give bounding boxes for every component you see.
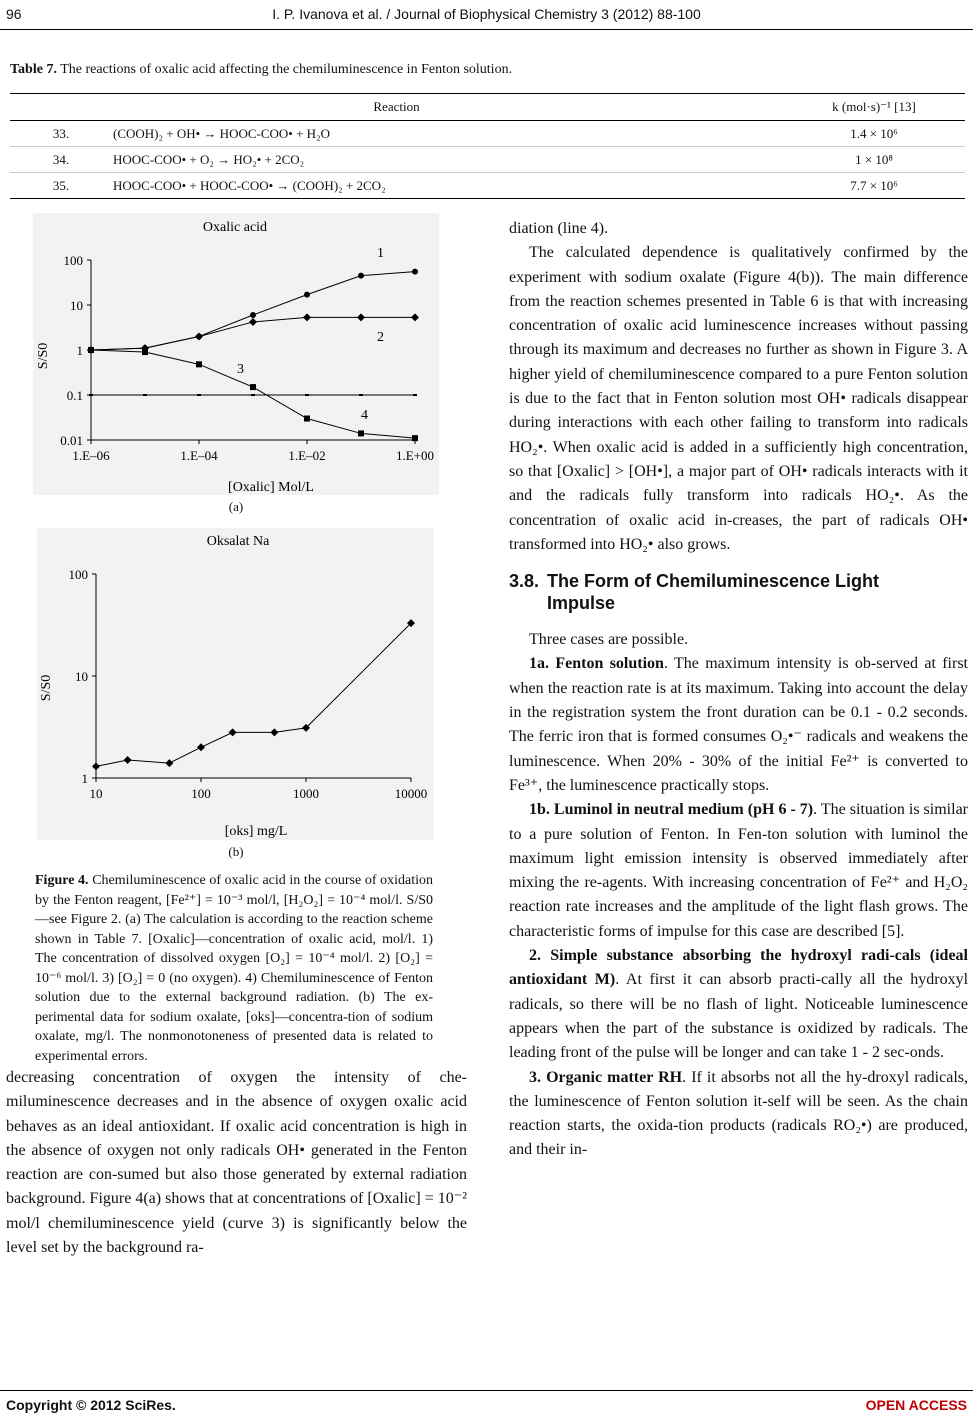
data-point <box>412 435 418 441</box>
data-point <box>249 318 257 326</box>
series-line <box>96 623 411 766</box>
x-tick-label: 1000 <box>293 786 319 801</box>
x-tick-label: 10000 <box>394 786 428 801</box>
reactions-table <box>10 93 965 199</box>
data-point <box>165 759 173 767</box>
body-paragraph <box>509 1066 968 1163</box>
body-paragraph: diation (line 4). <box>509 220 609 237</box>
data-point <box>251 394 255 396</box>
section-number: 3.8. <box>509 571 540 592</box>
y-tick-label: 1 <box>81 771 88 786</box>
copyright-notice: Copyright © 2012 SciRes. <box>6 1397 176 1413</box>
rate-constant: 1.4 × 10⁶ <box>783 121 965 147</box>
data-point <box>305 394 309 396</box>
data-point <box>88 347 94 353</box>
open-access-label: OPEN ACCESS <box>865 1397 967 1413</box>
table-caption-text: The reactions of oxalic acid affecting the chemiluminescence in Fenton solution. <box>60 62 513 77</box>
y-tick-label: 100 <box>68 567 88 582</box>
series-label: 1 <box>377 246 384 261</box>
page-number: 96 <box>6 6 22 22</box>
case-heading: 3. Organic matter RH <box>529 1068 683 1086</box>
body-paragraph <box>509 944 968 1065</box>
x-tick-label: 1.E–06 <box>72 448 110 463</box>
x-tick-label: 1.E+00 <box>395 448 435 463</box>
chart-title: Oksalat Na <box>206 534 270 549</box>
y-tick-label: 10 <box>75 669 88 684</box>
data-point <box>270 728 278 736</box>
section-title-line-1: The Form of Chemiluminescence Light <box>547 571 880 592</box>
data-point <box>229 728 237 736</box>
y-tick-label: 0.01 <box>60 433 83 448</box>
running-title: I. P. Ivanova et al. / Journal of Biophysical Chemistry 3 (2012) 88-100 <box>272 6 701 22</box>
data-point <box>411 313 419 321</box>
x-tick-label: 1.E–02 <box>288 448 326 463</box>
table-caption <box>10 62 512 78</box>
column-header-reaction: Reaction <box>10 94 783 121</box>
series-label: 3 <box>237 362 244 377</box>
figure-label-a: (a) <box>228 499 244 514</box>
data-point <box>358 430 364 436</box>
case-text: . If it absorbs not all the hy-droxyl radicals, the luminescence of Fenton solution it-self will be seen. As the chain reaction starts, the oxida-tion products (radicals RO₂•) are produced, and their in- <box>509 1068 969 1159</box>
case-text: . The situation is similar to a pure solution of Fenton. In Fen-ton solution with luminol the maximum light emission intensity is observed immediately after mixing the re-agents. With increasing concentration of Fe²⁺ and H₂O₂ reaction rate increases and the amplitude of the light flash grows. The characteristic forms of impulse for this case are described [5]. <box>509 801 968 940</box>
reaction-equation: HOOC-COO• + O₂ → HO₂• + 2CO₂ <box>112 147 783 173</box>
rate-constant: 1 × 10⁸ <box>783 147 965 173</box>
data-point <box>250 384 256 390</box>
data-point <box>250 312 256 318</box>
data-point <box>359 394 363 396</box>
figure-caption-label: Figure 4. <box>35 873 89 888</box>
data-point <box>124 756 132 764</box>
chart-oxalic-acid <box>33 213 439 495</box>
y-tick-label: 0.1 <box>66 388 83 403</box>
case-heading: 2. Simple substance absorbing the hydroxyl radi-cals (ideal antioxidant M) <box>509 947 968 989</box>
figure-caption-text: Chemiluminescence of oxalic acid in the course of oxidation by the Fenton reagent, [Fe²⁺] = 10⁻³ mol/l, [H₂O₂] = 10⁻⁴ mol/l. S/S0—see Figure 2. (a) The calculation is according to the reaction scheme shown in Table 7. [Oxalic]—concentration of oxalic acid, mol/l. 1) The concentration of dissolved oxygen [O₂] = 10⁻⁴ mol/l. 2) [O₂] = 10⁻⁶ mol/l. 3) [O₂] = 0 (no oxygen). 4) Chemiluminescence of Fenton solution due to the external background radiation. (b) The ex-perimental data for sodium oxalate, [oks]—concentra-tion of sodium oxalate, mg/l. The nonmonotoneness of presented data is related to experimental errors. <box>35 873 434 1064</box>
y-axis-label: S/S0 <box>36 342 51 370</box>
body-paragraph: Three cases are possible. <box>529 631 689 649</box>
reaction-number: 34. <box>10 147 112 173</box>
x-axis-label: [oks] mg/L <box>224 824 288 839</box>
table-row <box>10 173 965 199</box>
section-heading <box>509 570 968 614</box>
series-label: 2 <box>377 330 384 345</box>
case-heading: 1a. Fenton solution <box>529 655 664 673</box>
header-rule <box>0 29 973 30</box>
figure-label-b: (b) <box>228 844 244 859</box>
x-tick-label: 10 <box>89 786 103 801</box>
data-point <box>197 743 205 751</box>
data-point <box>142 349 148 355</box>
y-tick-label: 1 <box>76 343 83 358</box>
reaction-equation: (COOH)₂ + OH• → HOOC-COO• + H₂O <box>112 121 783 147</box>
data-point <box>196 361 202 367</box>
chart-oksalat-na <box>37 528 434 840</box>
data-point <box>89 394 93 396</box>
case-text: . The maximum intensity is ob-served at first when the reaction rate is at its maximum. Taking into account the delay in the registration system the front duration can be 0.1 - 0.2 seconds. The ferric iron that is formed consumes O₂•⁻ radicals and weakens the luminescence. When 20% - 30% of the initial Fe²⁺ is converted to Fe³⁺, the luminescence practically stops. <box>509 655 968 794</box>
body-paragraph <box>509 652 968 798</box>
y-tick-label: 100 <box>63 253 83 268</box>
y-axis-label: S/S0 <box>39 674 54 702</box>
figure-4b-panel <box>37 528 434 840</box>
x-tick-label: 100 <box>191 786 211 801</box>
data-point <box>304 292 310 298</box>
data-point <box>357 313 365 321</box>
rate-constant: 7.7 × 10⁶ <box>783 173 965 199</box>
reaction-number: 33. <box>10 121 112 147</box>
series-label: 4 <box>361 408 368 423</box>
chart-title: Oxalic acid <box>202 220 268 235</box>
case-heading: 1b. Luminol in neutral medium (pH 6 - 7) <box>529 801 814 819</box>
data-point <box>358 273 364 279</box>
data-point <box>412 269 418 275</box>
data-point <box>303 313 311 321</box>
data-point <box>143 394 147 396</box>
y-tick-label: 10 <box>70 298 83 313</box>
reaction-equation: HOOC-COO• + HOOC-COO• → (COOH)₂ + 2CO₂ <box>112 173 783 199</box>
table-header-row <box>10 94 965 121</box>
footer-rule <box>0 1390 973 1391</box>
table-caption-label: Table 7. <box>10 62 57 77</box>
case-text: . At first it can absorb practi-cally all the hydroxyl radicals, so there will be no flash of light. Noticeable luminescence appears when the part of the substance is oxidized by radicals. The leading front of the pulse will be longer and can take 1 - 2 sec-onds. <box>509 971 969 1062</box>
data-point <box>304 416 310 422</box>
right-column <box>509 217 968 1163</box>
reaction-number: 35. <box>10 173 112 199</box>
figure-4a-panel <box>33 213 439 495</box>
section-title-line-2: Impulse <box>547 593 616 614</box>
data-point <box>195 332 203 340</box>
series-line <box>91 272 415 350</box>
table-row <box>10 147 965 173</box>
table-row <box>10 121 965 147</box>
column-header-k: k (mol·s)⁻¹ [13] <box>783 94 965 121</box>
data-point <box>197 394 201 396</box>
body-paragraph: decreasing concentration of oxygen the intensity of che-miluminescence decreases and in the absence of oxygen oxalic acid behaves as an ideal antioxidant. If oxalic acid concentration is high in the absence of oxygen not only radicals OH• generated in the Fenton reaction are con-sumed but also those generated by external radiation background. Figure 4(a) shows that at concentrations of [Oxalic] = 10⁻² mol/l chemiluminescence yield (curve 3) is significantly below the level set by the background ra- <box>6 1069 467 1257</box>
left-column <box>6 1066 467 1260</box>
figure-4-caption <box>35 871 433 1066</box>
body-paragraph: The calculated dependence is qualitatively confirmed by the experiment with sodium oxalate (Figure 4(b)). The main difference from the reaction schemes presented in Table 6 is that with increasing concentration of oxalic acid luminescence increases without passing through its maximum and decreases no further as shown in Figure 3. A higher yield of chemiluminescence compared to a pure Fenton solution is due to the fact that in Fenton solution most OH• radicals disappear during interactions with each other failing to transform into radicals HO₂•. When oxalic acid is added in a sufficiently high concentration, so that [Oxalic] > [OH•], a major part of OH• radicals interacts with it and the radicals fully transform into radicals HO₂•. As the concentration of oxalic acid in-creases, the part of radicals OH• transformed into HO₂• also grows. <box>509 244 968 553</box>
body-paragraph <box>509 798 968 944</box>
x-tick-label: 1.E–04 <box>180 448 218 463</box>
data-point <box>413 394 417 396</box>
data-point <box>92 762 100 770</box>
x-axis-label: [Oxalic] Mol/L <box>228 480 314 495</box>
